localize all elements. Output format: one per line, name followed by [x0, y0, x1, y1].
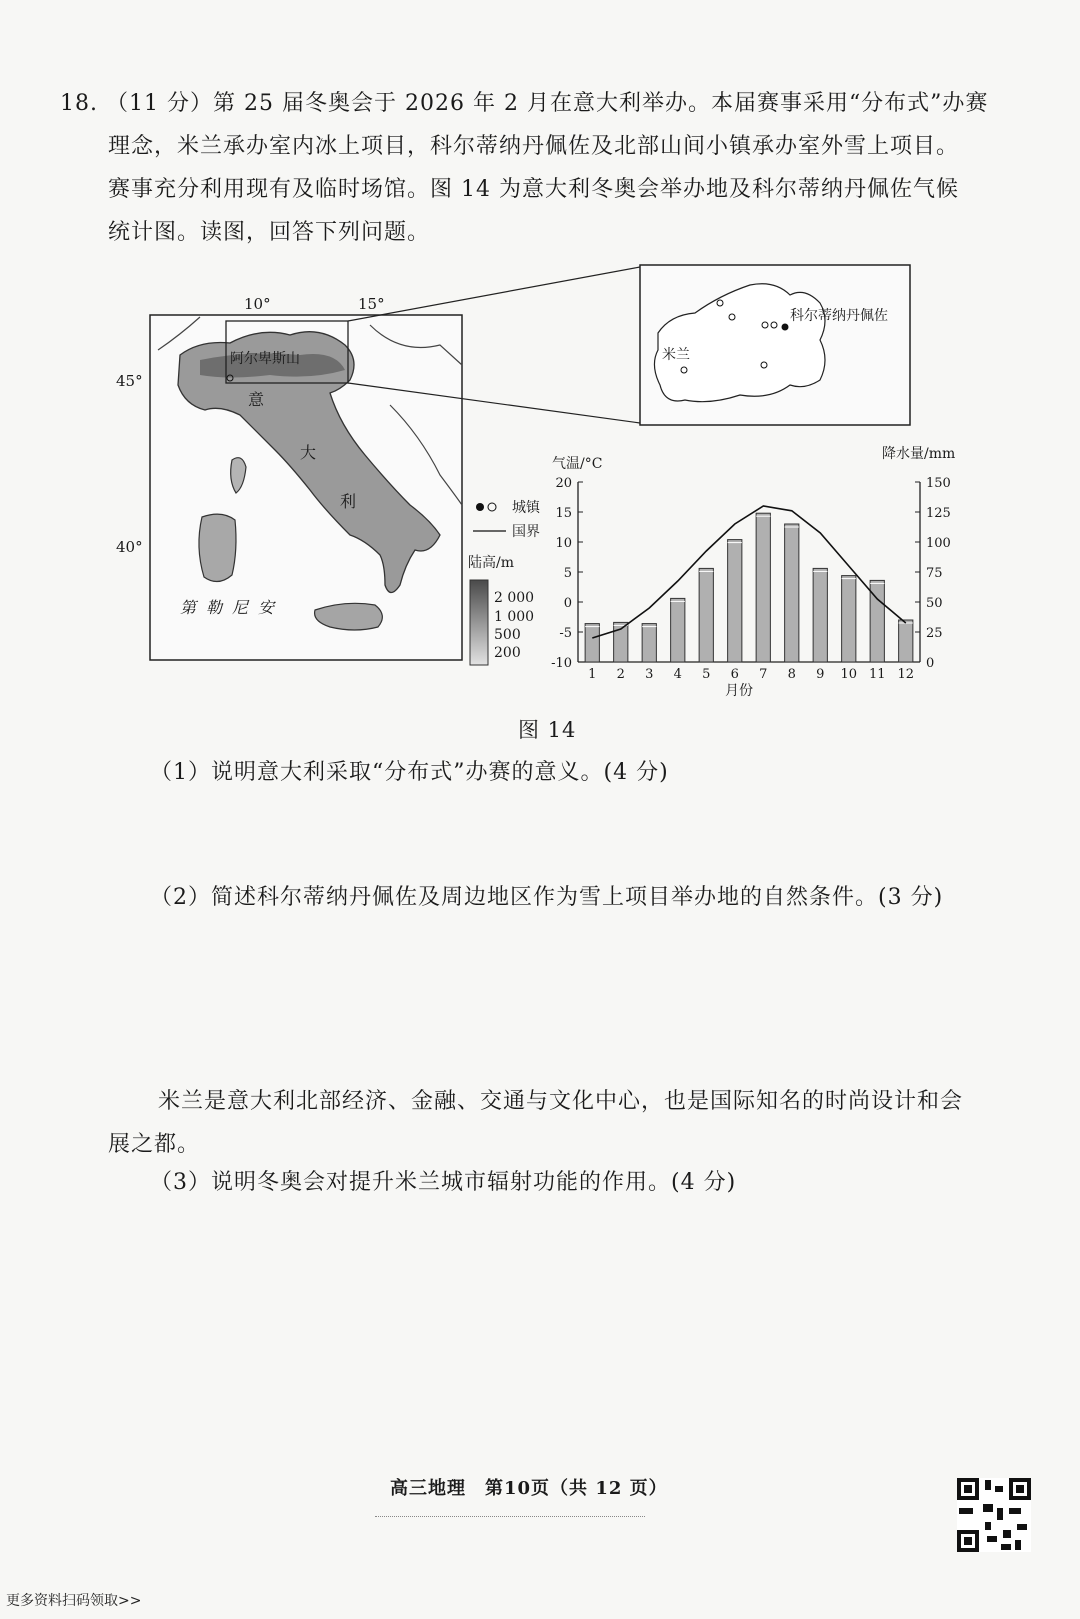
x-tick-label: 6 — [730, 667, 739, 682]
y-tick-left-label: 20 — [555, 476, 572, 491]
milan-line-1: 米兰是意大利北部经济、金融、交通与文化中心，也是国际知名的时尚设计和会 — [158, 1089, 964, 1114]
precip-bar-1 — [585, 624, 599, 662]
y-tick-right-label: 0 — [926, 656, 935, 671]
precip-bar-6 — [728, 540, 742, 662]
sardinia — [199, 514, 236, 581]
precip-bar-10 — [842, 576, 856, 662]
legend-elev-title: 陆高/m — [468, 555, 514, 571]
y-axis-left-title: 气温/°C — [552, 456, 603, 472]
corner-note[interactable]: 更多资料扫码领取>> — [6, 1593, 142, 1609]
y-tick-left-label: 15 — [555, 506, 572, 521]
y-tick-right-label: 150 — [926, 476, 951, 491]
cortina-dot-icon — [782, 324, 788, 330]
question-number: 18. — [60, 91, 98, 116]
x-tick-label: 10 — [840, 667, 858, 682]
label-dolomites: 阿尔卑斯山 — [230, 351, 300, 367]
label-da: 大 — [300, 443, 317, 462]
legend-elev-1000: 1 000 — [494, 609, 535, 625]
precip-bar-3 — [642, 624, 656, 662]
page-footer: 高三地理 第10页（共 12 页） — [390, 1478, 668, 1499]
x-tick-label: 11 — [868, 667, 886, 682]
x-tick-label: 1 — [588, 667, 597, 682]
question-stem — [60, 82, 1020, 254]
y-tick-right-label: 125 — [926, 506, 951, 521]
milan-line-2: 展之都。 — [108, 1132, 201, 1157]
x-tick-label: 12 — [897, 667, 915, 682]
y-tick-right-label: 50 — [926, 596, 943, 611]
y-tick-right-label: 25 — [926, 626, 943, 641]
milan-paragraph — [108, 1080, 1008, 1166]
y-tick-left-label: 0 — [563, 596, 572, 611]
question-line-1 — [60, 82, 1020, 125]
lat-40-label: 40° — [116, 538, 143, 556]
inset-milan-label: 米兰 — [662, 347, 690, 363]
y-tick-right-label: 100 — [926, 536, 951, 551]
lon-15-label: 15° — [358, 295, 385, 313]
precip-bar-9 — [813, 568, 827, 662]
lon-10-label: 10° — [244, 295, 271, 313]
sub-question-3: （3）说明冬奥会对提升米兰城市辐射功能的作用。(4 分) — [150, 1170, 737, 1195]
label-sea-c1: 第 — [180, 598, 197, 617]
label-sea-c3: 尼 — [232, 598, 249, 617]
x-tick-label: 4 — [673, 667, 682, 682]
x-tick-label: 7 — [759, 667, 768, 682]
x-tick-label: 2 — [616, 667, 625, 682]
figure-caption: 图 14 — [518, 718, 577, 742]
label-sea-c4: 安 — [258, 598, 275, 617]
sub-question-2: （2）简述科尔蒂纳丹佩佐及周边地区作为雪上项目举办地的自然条件。(3 分) — [150, 885, 944, 910]
legend-elev-500: 500 — [494, 627, 521, 643]
question-score: （11 分） — [106, 91, 213, 116]
precip-bar-8 — [785, 524, 799, 662]
intro-line-3: 赛事充分利用现有及临时场馆。图 14 为意大利冬奥会举办地及科尔蒂纳丹佩佐气候 — [108, 177, 959, 202]
legend-elev-200: 200 — [494, 645, 521, 661]
legend-town-open-icon — [488, 503, 496, 511]
legend-elev-2000: 2 000 — [494, 590, 535, 606]
y-tick-left-label: -10 — [551, 656, 572, 671]
intro-line-4: 统计图。读图，回答下列问题。 — [108, 220, 431, 245]
legend-town-filled-icon — [476, 503, 484, 511]
label-sea-c2: 勒 — [206, 598, 223, 617]
intro-line-2: 理念，米兰承办室内冰上项目，科尔蒂纳丹佩佐及北部山间小镇承办室外雪上项目。 — [108, 134, 960, 159]
sub-question-1: （1）说明意大利采取“分布式”办赛的意义。(4 分) — [150, 760, 669, 785]
intro-line-1: 第 25 届冬奥会于 2026 年 2 月在意大利举办。本届赛事采用“分布式”办赛 — [213, 91, 989, 116]
x-axis-title: 月份 — [725, 683, 753, 699]
y-tick-left-label: -5 — [559, 626, 572, 641]
y-tick-right-label: 75 — [926, 566, 943, 581]
climate-chart — [548, 440, 968, 700]
temperature-line — [592, 506, 906, 638]
x-tick-label: 3 — [645, 667, 654, 682]
x-tick-label: 8 — [787, 667, 796, 682]
lat-45-label: 45° — [116, 372, 143, 390]
precip-bar-7 — [756, 513, 770, 662]
footer-rule — [375, 1516, 645, 1517]
y-tick-left-label: 10 — [555, 536, 572, 551]
x-tick-label: 9 — [816, 667, 825, 682]
legend-border-label: 国界 — [512, 524, 540, 540]
precip-bar-12 — [899, 620, 913, 662]
qr-code-icon[interactable] — [957, 1478, 1031, 1552]
inset-connector-top — [348, 267, 640, 321]
inset-cortina-label: 科尔蒂纳丹佩佐 — [790, 308, 888, 324]
legend-town-label: 城镇 — [512, 500, 540, 516]
precip-bar-5 — [699, 568, 713, 662]
x-tick-label: 5 — [702, 667, 711, 682]
y-tick-left-label: 5 — [563, 566, 572, 581]
precip-bar-4 — [671, 598, 685, 662]
label-li: 利 — [340, 492, 357, 511]
y-axis-right-title: 降水量/mm — [882, 446, 956, 462]
legend-elevation-bar — [470, 580, 488, 665]
label-yi: 意 — [248, 390, 265, 409]
